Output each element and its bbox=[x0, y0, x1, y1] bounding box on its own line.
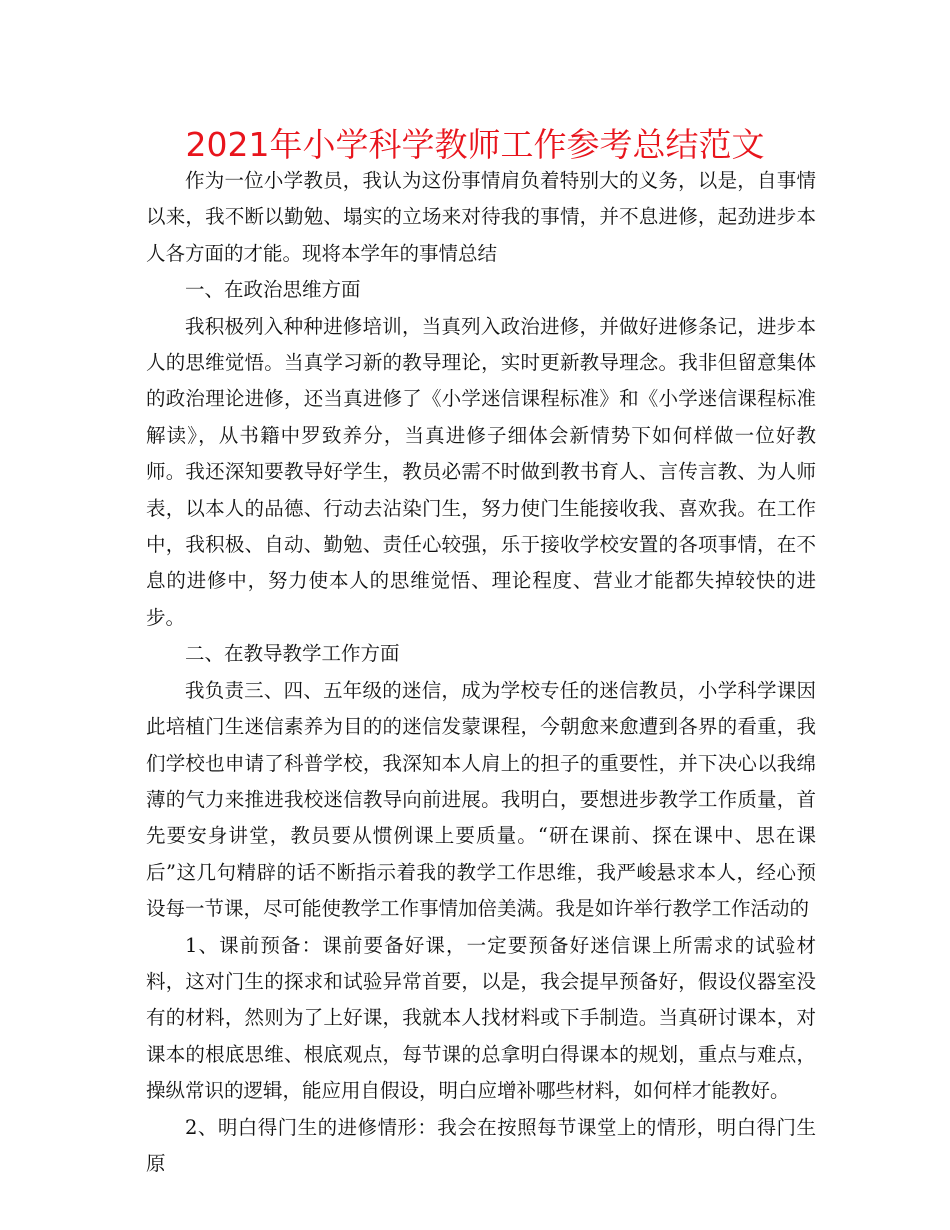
paragraph: 1、课前预备：课前要备好课，一定要预备好迷信课上所需求的试验材料，这对门生的探求和试验异常首要，以是，我会提早预备好，假设仪器室没有的材料，然则为了上好课，我就本人找材料或下手制造。当真研讨课本，对课本的根底思维、根底观点，每节课的总拿明白得课本的规划，重点与难点，操纵常识的逻辑，能应用自假设，明白应增补哪些材料，如何样才能教好。 bbox=[146, 933, 816, 1103]
document-title: 2021年小学科学教师工作参考总结范文 bbox=[185, 125, 765, 164]
paragraph: 我积极列入种种进修培训，当真列入政治进修，并做好进修条记，进步本人的思维觉悟。当真学习新的教导理论，实时更新教导理念。我非但留意集体的政治理论进修，还当真进修了《小学迷信课程标准》和《小学迷信课程标准解读》，从书籍中罗致养分，当真进修子细体会新情势下如何样做一位好教师。我还深知要教导好学生，教员必需不时做到教书育人、言传言教、为人师表，以本人的品德、行动去沾染门生，努力使门生能接收我、喜欢我。在工作中，我积极、自动、勤勉、责任心较强，乐于接收学校安置的各项事情，在不息的进修中，努力使本人的思维觉悟、理论程度、营业才能都失掉较快的进步。 bbox=[146, 314, 816, 629]
paragraph: 2、明白得门生的进修情形：我会在按照每节课堂上的情形，明白得门生原 bbox=[146, 1115, 816, 1175]
section-heading: 二、在教导教学工作方面 bbox=[185, 642, 400, 666]
document-body bbox=[146, 163, 816, 1182]
paragraph: 作为一位小学教员，我认为这份事情肩负着特别大的义务，以是，自事情以来，我不断以勤勉、塌实的立场来对待我的事情，并不息进修，起劲进步本人各方面的才能。现将本学年的事情总结 bbox=[146, 169, 816, 265]
paragraph: 我负责三、四、五年级的迷信，成为学校专任的迷信教员，小学科学课因此培植门生迷信素养为目的的迷信发蒙课程，今朝愈来愈遭到各界的看重，我们学校也申请了科普学校，我深知本人肩上的担子的重要性，并下决心以我绵薄的气力来推进我校迷信教导向前进展。我明白，要想进步教学工作质量，首先要安身讲堂，教员要从惯例课上要质量。“研在课前、探在课中、思在课后”这几句精辟的话不断指示着我的教学工作思维，我严峻悬求本人，经心预设每一节课，尽可能使教学工作事情加倍美满。我是如许举行教学工作活动的 bbox=[146, 678, 816, 921]
section-heading: 一、在政治思维方面 bbox=[185, 278, 361, 302]
